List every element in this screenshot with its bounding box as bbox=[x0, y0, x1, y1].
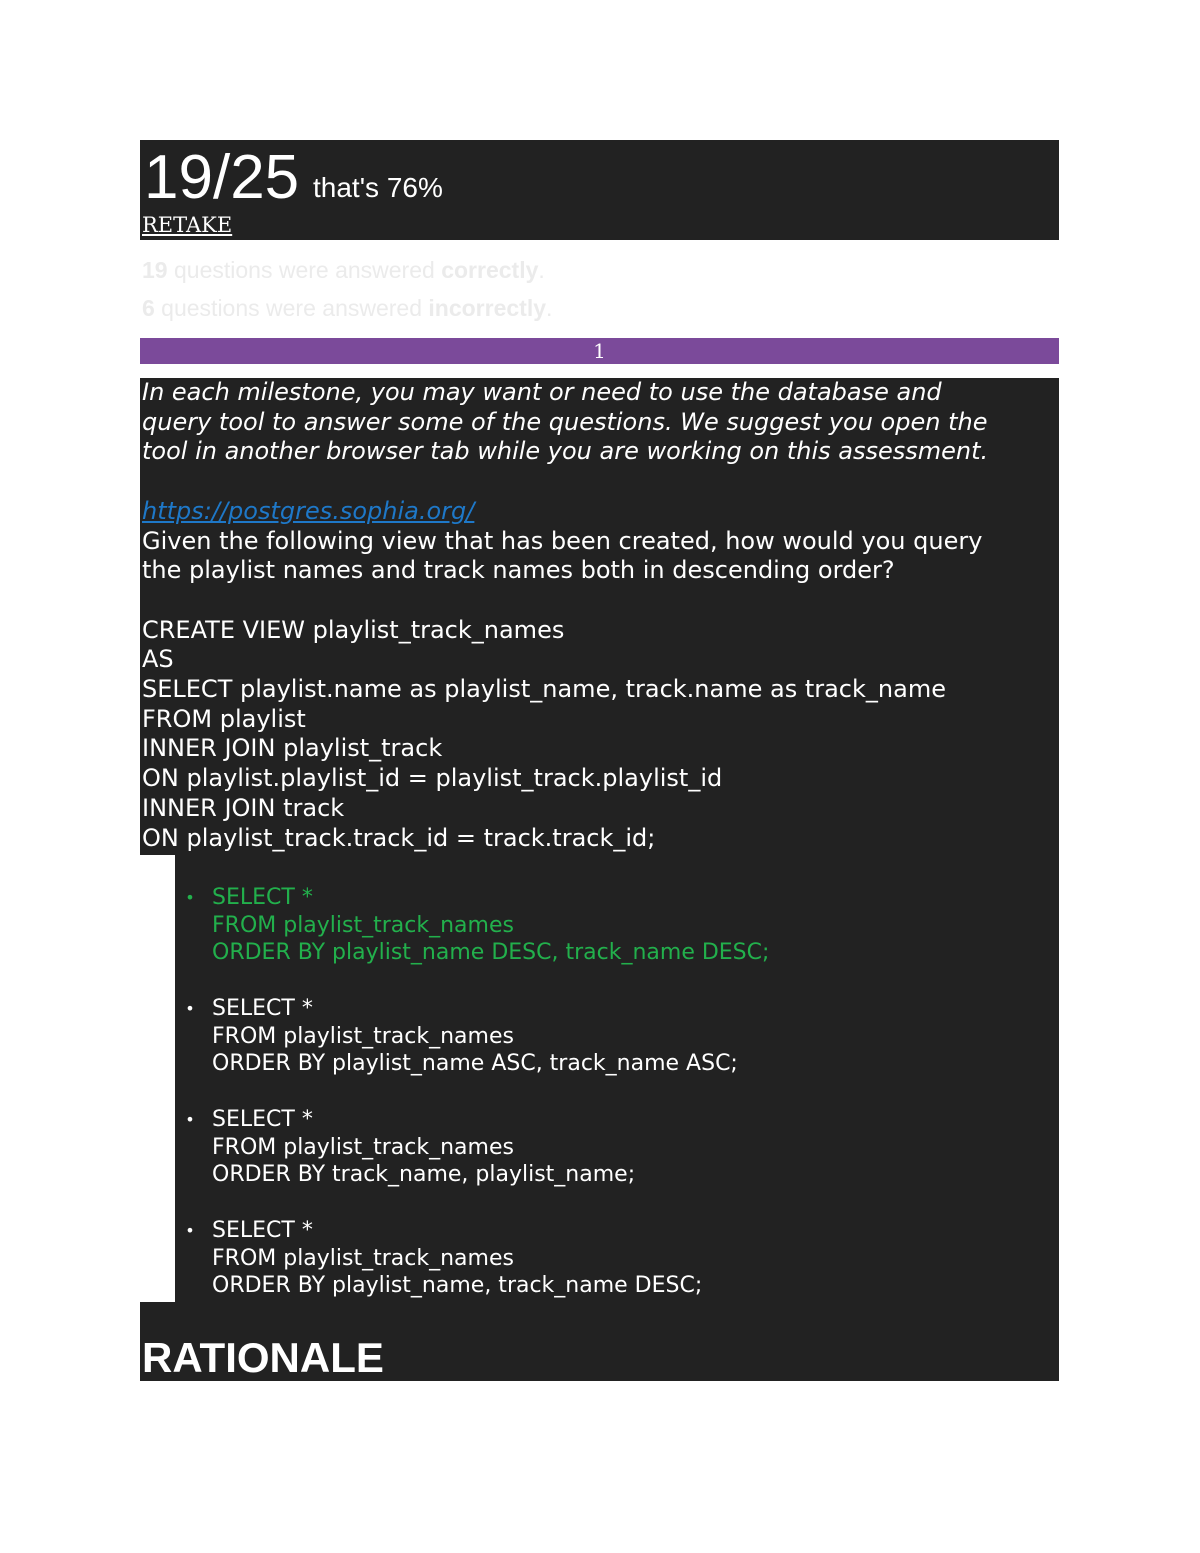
question-prompt: the playlist names and track names both in descending order? bbox=[142, 556, 895, 585]
incorrect-summary bbox=[142, 293, 552, 323]
bullet-icon: • bbox=[185, 999, 195, 1018]
question-panel bbox=[140, 378, 1059, 855]
correct-count: 19 bbox=[142, 257, 168, 283]
sql-line: INNER JOIN track bbox=[142, 793, 345, 822]
bullet-icon: • bbox=[185, 1221, 195, 1240]
option-line: FROM playlist_track_names bbox=[212, 1134, 514, 1160]
score-value: 19/25 bbox=[144, 143, 300, 212]
option-line: SELECT * bbox=[212, 1218, 313, 1243]
sql-line: CREATE VIEW playlist_track_names bbox=[142, 615, 565, 644]
option-line: FROM playlist_track_names bbox=[212, 912, 514, 938]
question-intro: query tool to answer some of the questions. We suggest you open the bbox=[142, 407, 988, 436]
option-line: ORDER BY track_name, playlist_name; bbox=[212, 1162, 636, 1187]
bullet-icon: • bbox=[185, 888, 195, 907]
database-tool-link[interactable]: https://postgres.sophia.org/ bbox=[142, 496, 475, 525]
sql-line: SELECT playlist.name as playlist_name, track.name as track_name bbox=[142, 675, 946, 704]
sql-line: ON playlist_track.track_id = track.track_id; bbox=[142, 823, 656, 852]
correct-word: correctly bbox=[441, 257, 539, 283]
sql-line: AS bbox=[142, 645, 174, 674]
question-number-bar bbox=[140, 338, 1059, 364]
score-panel bbox=[140, 140, 1059, 240]
question-intro: In each milestone, you may want or need to use the database and bbox=[142, 378, 942, 406]
option-line: FROM playlist_track_names bbox=[212, 1245, 514, 1271]
option-line: FROM playlist_track_names bbox=[212, 1023, 514, 1049]
correct-summary-end: . bbox=[538, 257, 545, 283]
option-line: ORDER BY playlist_name, track_name DESC; bbox=[212, 1273, 703, 1298]
sql-line: FROM playlist bbox=[142, 704, 306, 733]
bullet-icon: • bbox=[185, 1110, 195, 1129]
retake-link[interactable]: RETAKE bbox=[142, 213, 233, 237]
incorrect-summary-end: . bbox=[546, 295, 553, 321]
correct-summary bbox=[142, 255, 545, 285]
answer-options bbox=[175, 855, 1059, 1302]
rationale-heading bbox=[140, 1302, 1059, 1381]
sql-line: INNER JOIN playlist_track bbox=[142, 734, 443, 763]
incorrect-count: 6 bbox=[142, 295, 155, 321]
option-line: ORDER BY playlist_name ASC, track_name ASC; bbox=[212, 1051, 738, 1076]
question-number: 1 bbox=[593, 339, 606, 363]
correct-summary-text: questions were answered bbox=[167, 257, 442, 283]
sql-line: ON playlist.playlist_id = playlist_track.playlist_id bbox=[142, 764, 723, 793]
incorrect-summary-text: questions were answered bbox=[154, 295, 429, 321]
question-intro: tool in another browser tab while you are working on this assessment. bbox=[142, 437, 989, 466]
option-line: SELECT * bbox=[212, 885, 313, 910]
option-line: SELECT * bbox=[212, 996, 313, 1021]
question-prompt: Given the following view that has been created, how would you query bbox=[142, 526, 983, 555]
score-percent: that's 76% bbox=[313, 172, 443, 203]
option-line: SELECT * bbox=[212, 1107, 313, 1132]
incorrect-word: incorrectly bbox=[428, 295, 547, 321]
option-line: ORDER BY playlist_name DESC, track_name DESC; bbox=[212, 940, 770, 965]
rationale-title: RATIONALE bbox=[142, 1334, 384, 1381]
